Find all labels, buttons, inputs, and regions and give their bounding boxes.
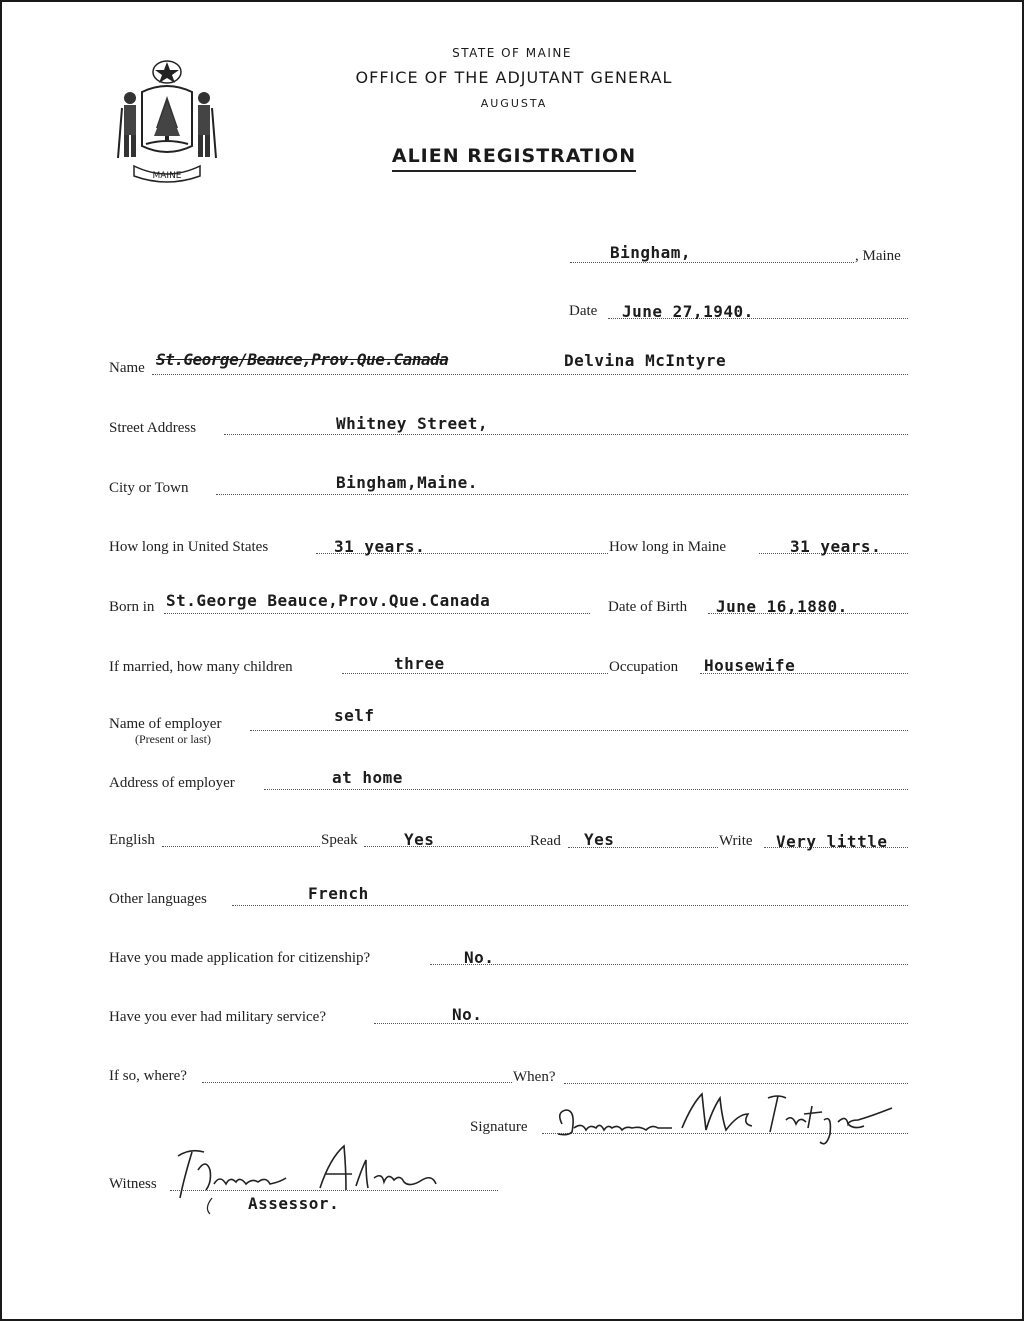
dob-label: Date of Birth bbox=[608, 599, 688, 615]
city-town-label: City or Town bbox=[109, 480, 189, 496]
other-languages-line bbox=[232, 905, 908, 906]
born-in-label: Born in bbox=[109, 599, 155, 615]
date-value: June 27,1940. bbox=[622, 302, 754, 321]
other-languages-value: French bbox=[308, 884, 369, 903]
name-label: Name bbox=[109, 360, 145, 376]
citizenship-line bbox=[430, 964, 908, 965]
english-line bbox=[162, 846, 320, 847]
state-heading: STATE OF MAINE bbox=[452, 46, 572, 60]
employer-address-label: Address of employer bbox=[109, 775, 235, 791]
place-suffix: , Maine bbox=[855, 248, 901, 264]
speak-line bbox=[364, 846, 530, 847]
witness-title: Assessor. bbox=[248, 1194, 340, 1213]
citizenship-label: Have you made application for citizenship? bbox=[109, 950, 371, 966]
children-value: three bbox=[394, 654, 445, 673]
write-label: Write bbox=[719, 833, 753, 849]
where-label: If so, where? bbox=[109, 1068, 187, 1084]
place-line bbox=[570, 262, 854, 263]
employer-address-line bbox=[264, 789, 908, 790]
name-line bbox=[152, 374, 908, 375]
read-label: Read bbox=[530, 833, 561, 849]
how-long-maine-label: How long in Maine bbox=[609, 539, 727, 555]
children-line bbox=[342, 673, 608, 674]
witness-label: Witness bbox=[109, 1176, 157, 1192]
employer-name-line bbox=[250, 730, 908, 731]
employer-address-value: at home bbox=[332, 768, 403, 787]
employer-name-sublabel: (Present or last) bbox=[135, 732, 211, 746]
form-title: ALIEN REGISTRATION bbox=[2, 145, 1022, 167]
street-address-value: Whitney Street, bbox=[336, 414, 488, 433]
born-in-line bbox=[164, 613, 590, 614]
how-long-us-label: How long in United States bbox=[109, 539, 269, 555]
registration-form bbox=[2, 2, 1022, 1319]
street-address-line bbox=[224, 434, 908, 435]
street-address-label: Street Address bbox=[109, 420, 197, 436]
read-value: Yes bbox=[584, 830, 615, 849]
dob-value: June 16,1880. bbox=[716, 597, 848, 616]
occupation-label: Occupation bbox=[609, 659, 679, 675]
citizenship-value: No. bbox=[464, 948, 495, 967]
employer-name-label: Name of employer bbox=[109, 716, 222, 732]
place-value: Bingham, bbox=[610, 243, 692, 262]
write-value: Very little bbox=[776, 832, 888, 851]
how-long-us-value: 31 years. bbox=[334, 537, 426, 556]
born-in-value: St.George Beauce,Prov.Que.Canada bbox=[166, 591, 491, 610]
name-struck-value: St.George/Beauce,Prov.Que.Canada bbox=[156, 350, 449, 369]
where-line bbox=[202, 1082, 512, 1083]
occupation-value: Housewife bbox=[704, 656, 796, 675]
date-label: Date bbox=[569, 303, 598, 319]
signature-label: Signature bbox=[470, 1119, 528, 1135]
speak-value: Yes bbox=[404, 830, 435, 849]
other-languages-label: Other languages bbox=[109, 891, 207, 907]
military-value: No. bbox=[452, 1005, 483, 1024]
name-value: Delvina McIntyre bbox=[564, 351, 727, 370]
when-label: When? bbox=[513, 1069, 556, 1085]
applicant-signature bbox=[542, 1084, 912, 1154]
english-label: English bbox=[109, 832, 155, 848]
employer-name-value: self bbox=[334, 706, 375, 725]
city-heading: AUGUSTA bbox=[480, 97, 548, 110]
city-town-value: Bingham,Maine. bbox=[336, 473, 478, 492]
military-label: Have you ever had military service? bbox=[109, 1009, 326, 1025]
seal-motto: MAINE bbox=[152, 171, 182, 181]
children-label: If married, how many children bbox=[109, 659, 293, 675]
how-long-maine-value: 31 years. bbox=[790, 537, 882, 556]
office-heading: OFFICE OF THE ADJUTANT GENERAL bbox=[355, 68, 673, 87]
city-town-line bbox=[216, 494, 908, 495]
speak-label: Speak bbox=[321, 832, 358, 848]
